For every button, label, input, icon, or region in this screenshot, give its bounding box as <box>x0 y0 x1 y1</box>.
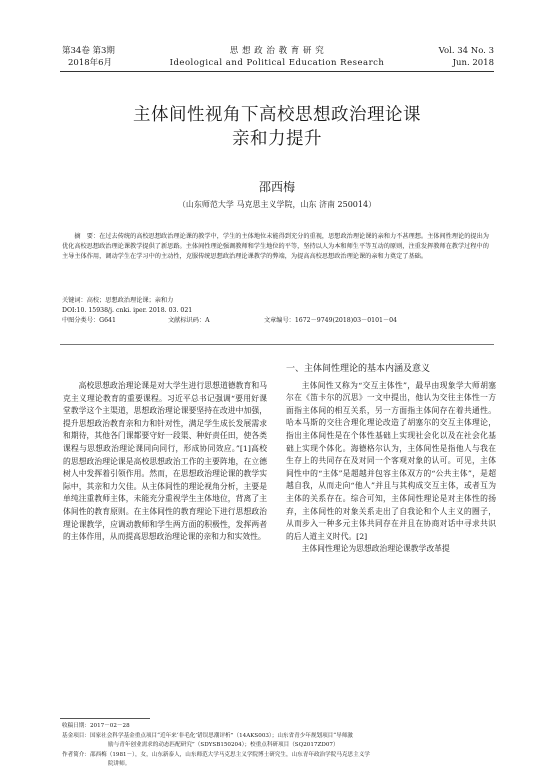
document-code: 文献标识码：A <box>167 317 210 325</box>
volume-issue: 第34卷 第3期 <box>62 46 115 56</box>
footnotes <box>62 722 494 770</box>
issue-date: 2018年6月 <box>68 58 113 68</box>
header-divider <box>60 71 494 72</box>
journal-name <box>150 45 404 69</box>
body-right-column <box>286 363 496 556</box>
body-paragraph: 主体间性又称为“交互主体性”，最早由现象学大师胡塞尔在《笛卡尔的沉思》一文中提出，他认为交往主体性一方面指主体间的相互关系，另一方面指主体间存在着共通性。哈本马斯的交往合理化理论改造了胡塞尔的交互主体理论，指出主体间性是在个体性基础上实现社会化以及在社会化基础上实现个体化。海德格尔认为，主体间性是指他人与我在生存上的共同存在及对同一个客观对象的认可。可见，主体间性中的“主体”是超越并包容主体双方的“公共主体”，是超越自我，从而走向“他人”并且与其构成交互主体，或者互为主体的关系存在。综合可知，主体间性理论是对主体性的扬弃，主体间性的对象关系走出了自我论和个人主义的圈子，从而步入一种多元主体共同存在并且在协商对话中寻求共识的后人道主义时代。[2] <box>286 380 496 541</box>
author-name: 邵西梅 <box>258 180 295 194</box>
body-paragraph: 主体间性理论为思想政治理论课教学改革提 <box>301 544 450 554</box>
article-title <box>60 103 494 151</box>
title-line-2: 亲和力提升 <box>232 129 322 149</box>
issue-date-en: Jun. 2018 <box>452 58 494 68</box>
author-bio: 作者简介：邵西梅（1981－），女，山东新泰人，山东师范大学马克思主义学院博士研究生，山东青年政治学院马克思主义学 <box>62 751 370 758</box>
abstract-text: 摘 要：在过去传统的高校思想政治理论课的教学中，学生的主体地位未能得到充分的重视，思想政治理论课的亲和力不甚理想。主体间性理论的提出为优化高校思想政治理论课教学提供了新思路。主体间性理论强调教师和学生地位的平等，坚持以人为本和师生平等互动的原则，注重发挥教师在教学过程中的主导主体作用，调动学生在学习中的主动性，克服传统思想政治理论课教学的弊端，为提高高校思想政治理论课的亲和力奠定了基础。 <box>62 233 489 261</box>
abstract <box>62 232 494 263</box>
author-affiliation: （山东师范大学 马克思主义学院，山东 济南 250014） <box>177 200 377 209</box>
clc-number: 中图分类号：G641 <box>62 317 116 325</box>
journal-name-cn: 思 想 政 治 教 育 研 究 <box>229 46 325 56</box>
article-metadata <box>62 296 494 327</box>
title-line-1: 主体间性视角下高校思想政治理论课 <box>133 105 421 125</box>
fund-info: 基金项目：国家社会科学基金重点项目“近年来‘非毛化’错误思潮评析”（14AKS003）；山东省青少年规划项目“导师激 <box>62 732 353 739</box>
footnote-divider <box>60 718 150 719</box>
body-left-column <box>63 380 267 544</box>
body-paragraph: 高校思想政治理论课是对大学生进行思想道德教育和马克主义理论教育的重要课程。习近平总书记强调“要用好课堂教学这个主渠道，思想政治理论课要坚持在改进中加强，提升思想政治教育亲和力和针对性，满足学生成长发展需求和期待，其他各门课都要守好一段渠、种好责任田，使各类课程与思想政治理论课同向同行，形成协同效应。”[1]高校的思想政治理论课是高校思想政治工作的主要阵地，在立德树人中发挥着引领作用。然而，在思想政治理论课的教学实际中，其亲和力欠佳。从主体间性的理论视角分析，主要是单纯注重教师主体，未能充分重视学生主体地位，背离了主体间性的教育原则。在主体间性的教育理论下进行思想政治理论课教学，应调动教师和学生两方面的积极性，发挥两者的主体作用，从而提高思想政治理论课的亲和力和实效性。 <box>63 381 267 542</box>
fund-info-cont: 励与青年创业需求的动态匹配研究”（SDYSB150204）；校重点科研项目（SQ2017ZD07） <box>108 742 339 749</box>
journal-name-en: Ideological and Political Education Research <box>169 58 385 68</box>
metadata-divider <box>60 344 494 345</box>
volume-issue-en: Vol. 34 No. 3 <box>438 46 494 56</box>
doi: DOI:10. 15938/j. cnki. iper. 2018. 03. 021 <box>62 307 193 315</box>
keywords: 关键词：高校；思想政治理论课；亲和力 <box>62 297 174 304</box>
received-date: 收稿日期：2017－02－28 <box>62 723 130 729</box>
journal-volume-en <box>374 45 494 69</box>
classification-row <box>62 316 494 326</box>
section-heading: 一、主体间性理论的基本内涵及意义 <box>286 364 431 374</box>
article-number: 文章编号：1672－9749(2018)03－0101－04 <box>263 317 397 325</box>
author-bio-cont: 院讲师。 <box>108 761 131 768</box>
